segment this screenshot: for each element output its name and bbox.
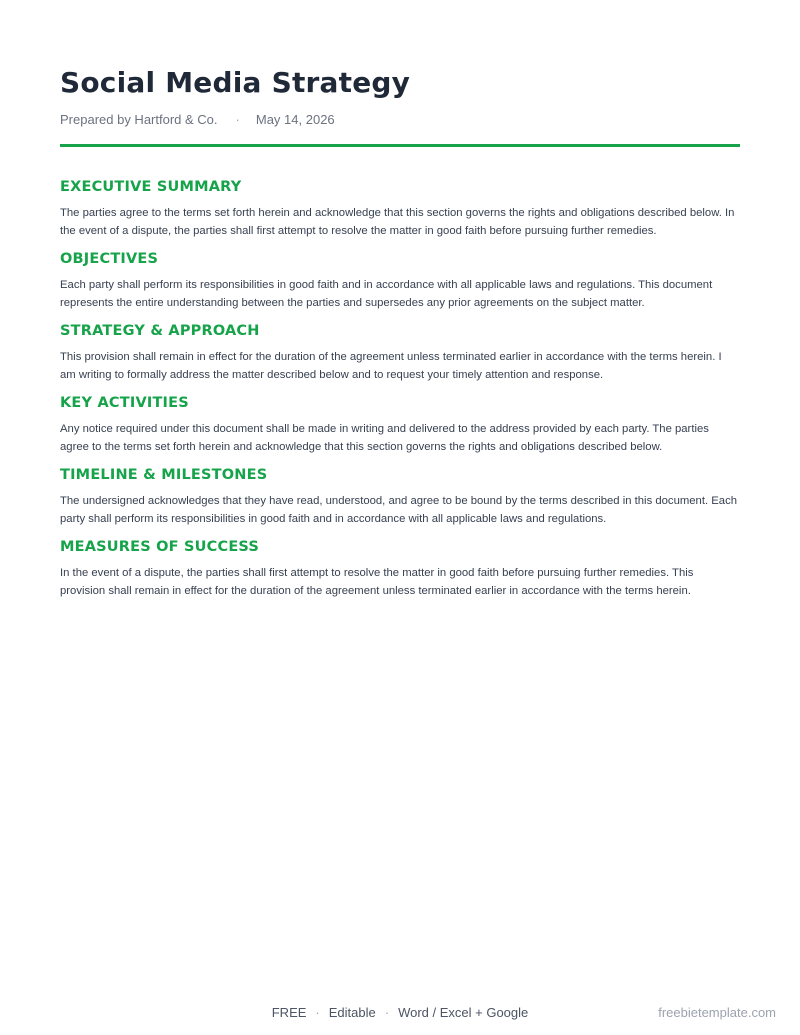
section-heading: TIMELINE & MILESTONES [60, 467, 268, 483]
section-heading: MEASURES OF SUCCESS [60, 539, 260, 555]
section-strategy-approach [60, 322, 740, 384]
section-body: The undersigned acknowledges that they have read, understood, and agree to be bound by the terms described in this document. Each party shall perform its responsibilities in good faith and in accordance with all applicable laws and regulations. [60, 495, 737, 525]
header-divider [60, 144, 740, 147]
section-body: This provision shall remain in effect for the duration of the agreement unless terminated earlier in accordance with the terms herein. I am writing to formally address the matter described below and to request your timely attention and response. [60, 351, 722, 381]
section-heading: STRATEGY & APPROACH [60, 323, 260, 339]
footer-tag-formats: Word / Excel + Google [398, 1005, 529, 1020]
document-title: Social Media Strategy [60, 66, 411, 99]
document-meta [60, 111, 335, 129]
section-timeline-milestones [60, 466, 740, 528]
page-footer [0, 1004, 800, 1022]
footer-separator: · [315, 1005, 320, 1020]
prepared-by: Prepared by Hartford & Co. [60, 112, 218, 127]
section-heading: EXECUTIVE SUMMARY [60, 179, 242, 195]
section-body: Any notice required under this document shall be made in writing and delivered to the address provided by each party. The parties agree to the terms set forth herein and acknowledge that this section governs the rights and obligations described below. [60, 423, 709, 453]
section-body: In the event of a dispute, the parties shall first attempt to resolve the matter in good faith before pursuing further remedies. This provision shall remain in effect for the duration of the agreement unless terminated earlier in accordance with the terms herein. [60, 567, 694, 597]
section-key-activities [60, 394, 740, 456]
footer-tag-free: FREE [271, 1005, 307, 1020]
document-date: May 14, 2026 [255, 112, 335, 127]
footer-separator: · [384, 1005, 390, 1020]
section-measures-of-success [60, 538, 740, 600]
meta-separator: · [235, 112, 240, 127]
footer-tag-editable: Editable [328, 1005, 376, 1020]
section-heading: OBJECTIVES [60, 251, 159, 267]
footer-site-link[interactable]: freebietemplate.com [658, 1005, 776, 1020]
section-body: Each party shall perform its responsibilities in good faith and in accordance with all applicable laws and regulations. This document represents the entire understanding between the parties and supersedes any prior agreements on the subject matter. [60, 279, 713, 309]
sections [60, 178, 740, 610]
section-executive-summary [60, 178, 740, 240]
section-objectives [60, 250, 740, 312]
section-heading: KEY ACTIVITIES [60, 395, 189, 411]
section-body: The parties agree to the terms set forth herein and acknowledge that this section governs the rights and obligations described below. In the event of a dispute, the parties shall first attempt to resolve the matter in good faith before pursuing further remedies. [60, 207, 735, 237]
